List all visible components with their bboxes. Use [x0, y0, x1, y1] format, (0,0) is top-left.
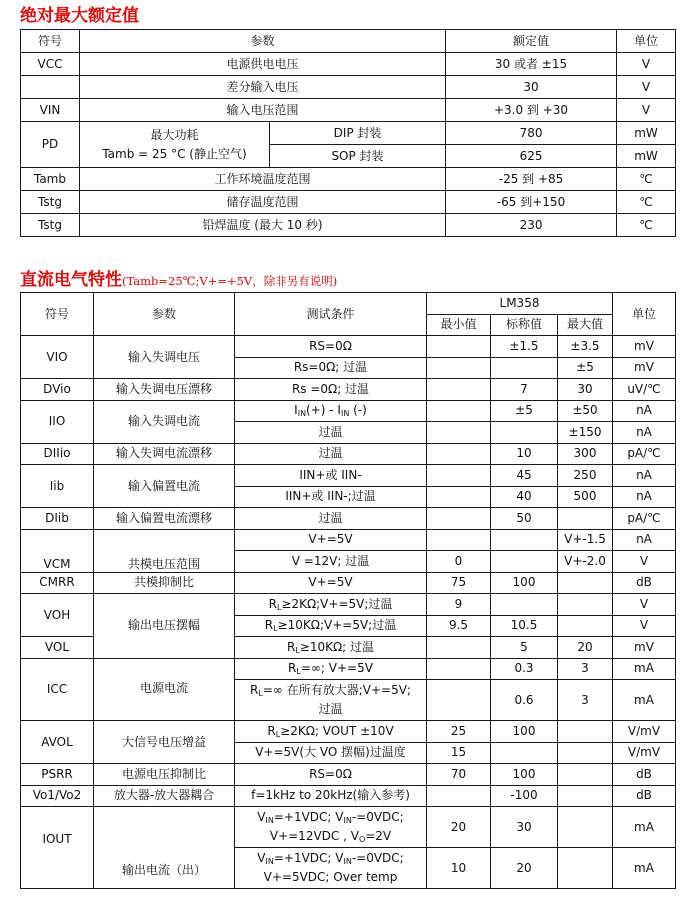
- header-unit: 单位: [617, 30, 676, 53]
- row-condition: f=1kHz to 20kHz(输入参考): [235, 785, 427, 807]
- table-row: [21, 191, 676, 214]
- row-symbol: ICC: [21, 658, 94, 721]
- row-symbol: Tstg: [21, 214, 80, 237]
- dc-characteristics-table: [20, 292, 676, 889]
- row-unit: uV/℃: [613, 379, 676, 401]
- row-min: 20: [427, 807, 491, 848]
- row-typ: 45: [491, 465, 558, 487]
- row-max: [558, 572, 613, 594]
- header-symbol: 符号: [21, 293, 94, 336]
- row-value: -65 到+150: [446, 191, 617, 214]
- row-param: 输入失调电流漂移: [94, 443, 235, 465]
- table-row: [21, 529, 676, 551]
- row-unit: mA: [613, 807, 676, 848]
- row-min: [427, 637, 491, 659]
- row-condition: IIN+或 IIN-;过温: [235, 486, 427, 508]
- table-row: [21, 572, 676, 594]
- row-param: 输出电压摆幅: [94, 594, 235, 659]
- row-condition: 过温: [235, 443, 427, 465]
- row-symbol: Tstg: [21, 191, 80, 214]
- header-param: 参数: [94, 293, 235, 336]
- table-row: [21, 443, 676, 465]
- row-symbol: VIO: [21, 336, 94, 379]
- table-row: [21, 721, 676, 743]
- row-typ: 50: [491, 508, 558, 530]
- row-typ: 5: [491, 637, 558, 659]
- row-symbol: DIib: [21, 508, 94, 530]
- row-param: 铅焊温度 (最大 10 秒): [80, 214, 446, 237]
- row-min: 70: [427, 764, 491, 786]
- header-min: 最小值: [427, 314, 491, 336]
- row-param: [80, 122, 270, 168]
- row-typ: 100: [491, 721, 558, 743]
- row-max: [558, 807, 613, 848]
- row-min: [427, 443, 491, 465]
- row-max: [558, 785, 613, 807]
- row-typ: 20: [491, 848, 558, 889]
- table-row: [21, 214, 676, 237]
- row-unit: dB: [613, 785, 676, 807]
- row-symbol: PSRR: [21, 764, 94, 786]
- table-row: [21, 658, 676, 680]
- row-max: 300: [558, 443, 613, 465]
- row-param: 电源电压抑制比: [94, 764, 235, 786]
- header-value: 额定值: [446, 30, 617, 53]
- header-param: 参数: [80, 30, 446, 53]
- row-min: [427, 508, 491, 530]
- row-min: [427, 680, 491, 721]
- row-unit: V/mV: [613, 721, 676, 743]
- absolute-max-ratings-table: [20, 29, 676, 237]
- row-max: ±3.5: [558, 336, 613, 358]
- table-row: [21, 336, 676, 358]
- row-min: [427, 785, 491, 807]
- header-max: 最大值: [558, 314, 613, 336]
- row-min: 0: [427, 551, 491, 573]
- row-max: ±150: [558, 422, 613, 444]
- row-typ: [491, 742, 558, 764]
- row-unit: mA: [613, 848, 676, 889]
- pd-param-line1: 最大功耗: [150, 127, 199, 142]
- row-max: 500: [558, 486, 613, 508]
- row-condition: V+=5V(大 VO 摆幅)过温度: [235, 742, 427, 764]
- row-unit: mV: [613, 637, 676, 659]
- row-param: 输出电流（出）: [94, 807, 235, 889]
- row-typ: [491, 551, 558, 573]
- table-row: [21, 122, 676, 145]
- row-param: 差分输入电压: [80, 76, 446, 99]
- row-value: 625: [446, 145, 617, 168]
- row-min: [427, 422, 491, 444]
- row-symbol: CMRR: [21, 572, 94, 594]
- row-typ: ±5: [491, 400, 558, 422]
- row-max: ±5: [558, 357, 613, 379]
- row-unit: pA/℃: [613, 443, 676, 465]
- table-row: [21, 53, 676, 76]
- row-typ: 40: [491, 486, 558, 508]
- row-unit: nA: [613, 465, 676, 487]
- table-row: [21, 764, 676, 786]
- row-typ: ±1.5: [491, 336, 558, 358]
- row-min: [427, 658, 491, 680]
- row-typ: 30: [491, 807, 558, 848]
- row-min: 25: [427, 721, 491, 743]
- row-symbol: [21, 76, 80, 99]
- row-symbol: VCC: [21, 53, 80, 76]
- table-row: [21, 465, 676, 487]
- row-param: 输入电压范围: [80, 99, 446, 122]
- row-value: 30 或者 ±15: [446, 53, 617, 76]
- row-unit: V: [617, 53, 676, 76]
- row-max: 3: [558, 680, 613, 721]
- row-param: 输入偏置电流: [94, 465, 235, 508]
- row-max: [558, 742, 613, 764]
- row-max: [558, 594, 613, 616]
- row-condition: 过温: [235, 422, 427, 444]
- row-max: [558, 615, 613, 637]
- section1-title: 绝对最大额定值: [20, 6, 139, 26]
- row-unit: mW: [617, 145, 676, 168]
- row-unit: ℃: [617, 191, 676, 214]
- section2-title: 直流电气特性(Tamb=25℃;V+=+5V，除非另有说明): [20, 270, 338, 290]
- row-unit: V/mV: [613, 742, 676, 764]
- row-max: [558, 721, 613, 743]
- row-condition: Rs =0Ω; 过温: [235, 379, 427, 401]
- row-value: -25 到 +85: [446, 168, 617, 191]
- row-param: 共模电压范围: [94, 529, 235, 572]
- header-typ: 标称值: [491, 314, 558, 336]
- row-max: [558, 508, 613, 530]
- row-symbol: VIN: [21, 99, 80, 122]
- row-typ: 100: [491, 764, 558, 786]
- row-symbol: IIO: [21, 400, 94, 443]
- row-unit: mV: [613, 336, 676, 358]
- row-param: 输入偏置电流漂移: [94, 508, 235, 530]
- row-condition: $R_L=\infty$ 在所有放大器;V+=5V; 过温: [235, 680, 427, 721]
- row-param: 大信号电压增益: [94, 721, 235, 764]
- row-symbol: AVOL: [21, 721, 94, 764]
- row-max: ±50: [558, 400, 613, 422]
- row-value: +3.0 到 +30: [446, 99, 617, 122]
- row-condition: 过温: [235, 508, 427, 530]
- row-param: 输入失调电流: [94, 400, 235, 443]
- row-max: [558, 764, 613, 786]
- row-unit: mA: [613, 658, 676, 680]
- row-typ: [491, 357, 558, 379]
- row-symbol: DVio: [21, 379, 94, 401]
- table-row: [21, 168, 676, 191]
- row-max: 20: [558, 637, 613, 659]
- header-condition: 测试条件: [235, 293, 427, 336]
- row-typ: 0.3: [491, 658, 558, 680]
- row-condition: $V_{IN}=+1VDC$; $V_{IN}-=0VDC$; V+=12VDC , $V_O=2V$: [235, 807, 427, 848]
- row-max: 30: [558, 379, 613, 401]
- table-row: [21, 594, 676, 616]
- row-min: 10: [427, 848, 491, 889]
- row-package: DIP 封装: [270, 122, 446, 145]
- row-unit: ℃: [617, 214, 676, 237]
- row-max: V+-2.0: [558, 551, 613, 573]
- row-condition: $R_L\ge 2K\Omega$; VOUT ±10V: [235, 721, 427, 743]
- row-condition: $I_{IN}(+) - I_{IN}$ (-): [235, 400, 427, 422]
- table-row: [21, 400, 676, 422]
- row-condition: $R_L\ge 10K\Omega$; 过温: [235, 637, 427, 659]
- row-condition: RS=0Ω: [235, 764, 427, 786]
- row-symbol: Iib: [21, 465, 94, 508]
- row-condition: IIN+或 IIN-: [235, 465, 427, 487]
- row-unit: pA/℃: [613, 508, 676, 530]
- row-condition: $R_L\ge 10K\Omega;V+=5V$;过温: [235, 615, 427, 637]
- row-typ: [491, 529, 558, 551]
- row-symbol: Tamb: [21, 168, 80, 191]
- row-param: 电源供电电压: [80, 53, 446, 76]
- row-unit: mW: [617, 122, 676, 145]
- row-max: 3: [558, 658, 613, 680]
- section2-subtitle: (Tamb=25℃;V+=+5V，除非另有说明): [122, 274, 338, 288]
- row-value: 30: [446, 76, 617, 99]
- row-min: [427, 379, 491, 401]
- table-row: [21, 76, 676, 99]
- row-typ: 100: [491, 572, 558, 594]
- row-typ: -100: [491, 785, 558, 807]
- row-unit: dB: [613, 572, 676, 594]
- pd-param-line2: Tamb = 25 °C (静止空气): [102, 146, 247, 161]
- row-condition: V+=5V: [235, 529, 427, 551]
- row-unit: nA: [613, 486, 676, 508]
- row-symbol: IOUT: [21, 807, 94, 889]
- header-device: LM358: [427, 293, 613, 315]
- row-param: 输入失调电压漂移: [94, 379, 235, 401]
- row-unit: V: [613, 615, 676, 637]
- row-unit: mV: [613, 357, 676, 379]
- row-min: [427, 336, 491, 358]
- row-unit: V: [617, 99, 676, 122]
- row-param: 电源电流: [94, 658, 235, 721]
- row-param: 共模抑制比: [94, 572, 235, 594]
- table-row: [21, 379, 676, 401]
- row-unit: dB: [613, 764, 676, 786]
- row-min: 9.5: [427, 615, 491, 637]
- table-row: [21, 508, 676, 530]
- row-condition: Rs=0Ω; 过温: [235, 357, 427, 379]
- row-min: [427, 465, 491, 487]
- row-unit: V: [617, 76, 676, 99]
- table-row: [21, 807, 676, 848]
- row-symbol: PD: [21, 122, 80, 168]
- row-unit: V: [613, 594, 676, 616]
- header-unit: 单位: [613, 293, 676, 336]
- row-typ: 10: [491, 443, 558, 465]
- row-min: 75: [427, 572, 491, 594]
- row-typ: [491, 594, 558, 616]
- row-condition: $R_L\ge 2K\Omega;V+=5V$;过温: [235, 594, 427, 616]
- row-min: 15: [427, 742, 491, 764]
- row-unit: nA: [613, 422, 676, 444]
- table-row: [21, 785, 676, 807]
- table-row: [21, 99, 676, 122]
- row-typ: [491, 422, 558, 444]
- row-condition: $V_{IN}=+1VDC$; $V_{IN}-=0VDC$; V+=5VDC; Over temp: [235, 848, 427, 889]
- row-symbol: Vo1/Vo2: [21, 785, 94, 807]
- row-min: [427, 486, 491, 508]
- row-unit: V: [613, 551, 676, 573]
- row-symbol: VOH: [21, 594, 94, 637]
- row-condition: V+=5V: [235, 572, 427, 594]
- row-min: [427, 400, 491, 422]
- row-max: [558, 848, 613, 889]
- table-header-row: [21, 30, 676, 53]
- row-typ: 7: [491, 379, 558, 401]
- row-param: 储存温度范围: [80, 191, 446, 214]
- row-symbol: DIIio: [21, 443, 94, 465]
- row-max: 250: [558, 465, 613, 487]
- row-max: V+-1.5: [558, 529, 613, 551]
- row-package: SOP 封装: [270, 145, 446, 168]
- row-typ: 0.6: [491, 680, 558, 721]
- row-value: 230: [446, 214, 617, 237]
- row-min: [427, 357, 491, 379]
- header-symbol: 符号: [21, 30, 80, 53]
- row-typ: 10.5: [491, 615, 558, 637]
- row-param: 放大器-放大器耦合: [94, 785, 235, 807]
- row-unit: nA: [613, 400, 676, 422]
- row-unit: mA: [613, 680, 676, 721]
- row-symbol: VOL: [21, 637, 94, 659]
- row-symbol: VCM: [21, 529, 94, 572]
- row-min: [427, 529, 491, 551]
- row-param: 工作环境温度范围: [80, 168, 446, 191]
- row-condition: RS=0Ω: [235, 336, 427, 358]
- row-condition: V =12V; 过温: [235, 551, 427, 573]
- row-value: 780: [446, 122, 617, 145]
- row-param: 输入失调电压: [94, 336, 235, 379]
- row-min: 9: [427, 594, 491, 616]
- row-condition: $R_L=\infty$; V+=5V: [235, 658, 427, 680]
- table-header-row: [21, 293, 676, 315]
- row-unit: nA: [613, 529, 676, 551]
- row-unit: ℃: [617, 168, 676, 191]
